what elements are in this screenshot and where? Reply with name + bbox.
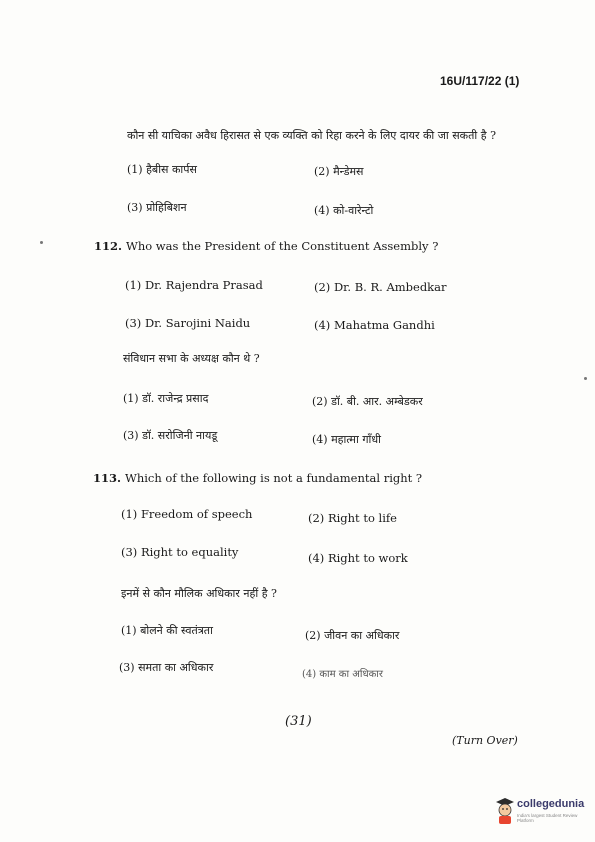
q112-question: Who was the President of the Constituent Assembly ? <box>126 239 439 253</box>
collegedunia-watermark <box>495 796 591 828</box>
q112-hindi-option-3: (3) डॉ. सरोजिनी नायडू <box>123 429 218 442</box>
q111-option-3: (3) प्रोहिबिशन <box>127 201 187 214</box>
scan-speck <box>584 377 587 380</box>
q113-option-1: (1) Freedom of speech <box>121 507 253 521</box>
q112-option-1: (1) Dr. Rajendra Prasad <box>125 278 263 292</box>
paper-code: 16U/117/22 (1) <box>440 74 520 88</box>
q113-number: 113. <box>93 471 122 485</box>
q113-hindi-question: इनमें से कौन मौलिक अधिकार नहीं है ? <box>121 587 277 600</box>
q113-hindi-option-1: (1) बोलने की स्वतंत्रता <box>121 624 213 637</box>
q112-hindi-question: संविधान सभा के अध्यक्ष कौन थे ? <box>123 352 260 365</box>
q113-hindi-option-2: (2) जीवन का अधिकार <box>305 629 400 642</box>
q112-hindi-option-1: (1) डॉ. राजेन्द्र प्रसाद <box>123 392 209 405</box>
q112-hindi-option-4: (4) महात्मा गाँधी <box>312 433 382 446</box>
q112-option-2: (2) Dr. B. R. Ambedkar <box>314 280 447 294</box>
graduate-mascot-icon <box>495 796 515 824</box>
q113-hindi-option-3: (3) समता का अधिकार <box>119 661 214 674</box>
q112-option-3: (3) Dr. Sarojini Naidu <box>125 316 251 330</box>
q111-option-4: (4) को-वारेन्टो <box>314 204 374 217</box>
q112-option-4: (4) Mahatma Gandhi <box>314 318 435 332</box>
q113-option-2: (2) Right to life <box>308 511 397 525</box>
q113-option-4: (4) Right to work <box>308 551 408 565</box>
logo-brand: collegedunia <box>517 798 585 810</box>
q111-option-2: (2) मैन्डेमस <box>314 165 364 178</box>
q112-number: 112. <box>94 239 123 253</box>
q111-hindi-question: कौन सी याचिका अवैध हिरासत से एक व्यक्ति को रिहा करने के लिए दायर की जा सकती है ? <box>127 129 496 142</box>
logo-tagline: India's largest Student Review Platform <box>517 813 578 823</box>
q113-option-3: (3) Right to equality <box>121 545 239 559</box>
q113-hindi-option-4: (4) काम का अधिकार <box>302 669 383 680</box>
page-number: (31) <box>285 714 312 729</box>
turn-over-note: (Turn Over) <box>452 734 518 747</box>
q112-hindi-option-2: (2) डॉ. बी. आर. अम्बेडकर <box>312 395 423 408</box>
scan-speck <box>40 241 43 244</box>
q113-question: Which of the following is not a fundamental right ? <box>125 471 423 485</box>
q111-option-1: (1) हैबीस कार्पस <box>127 163 197 176</box>
